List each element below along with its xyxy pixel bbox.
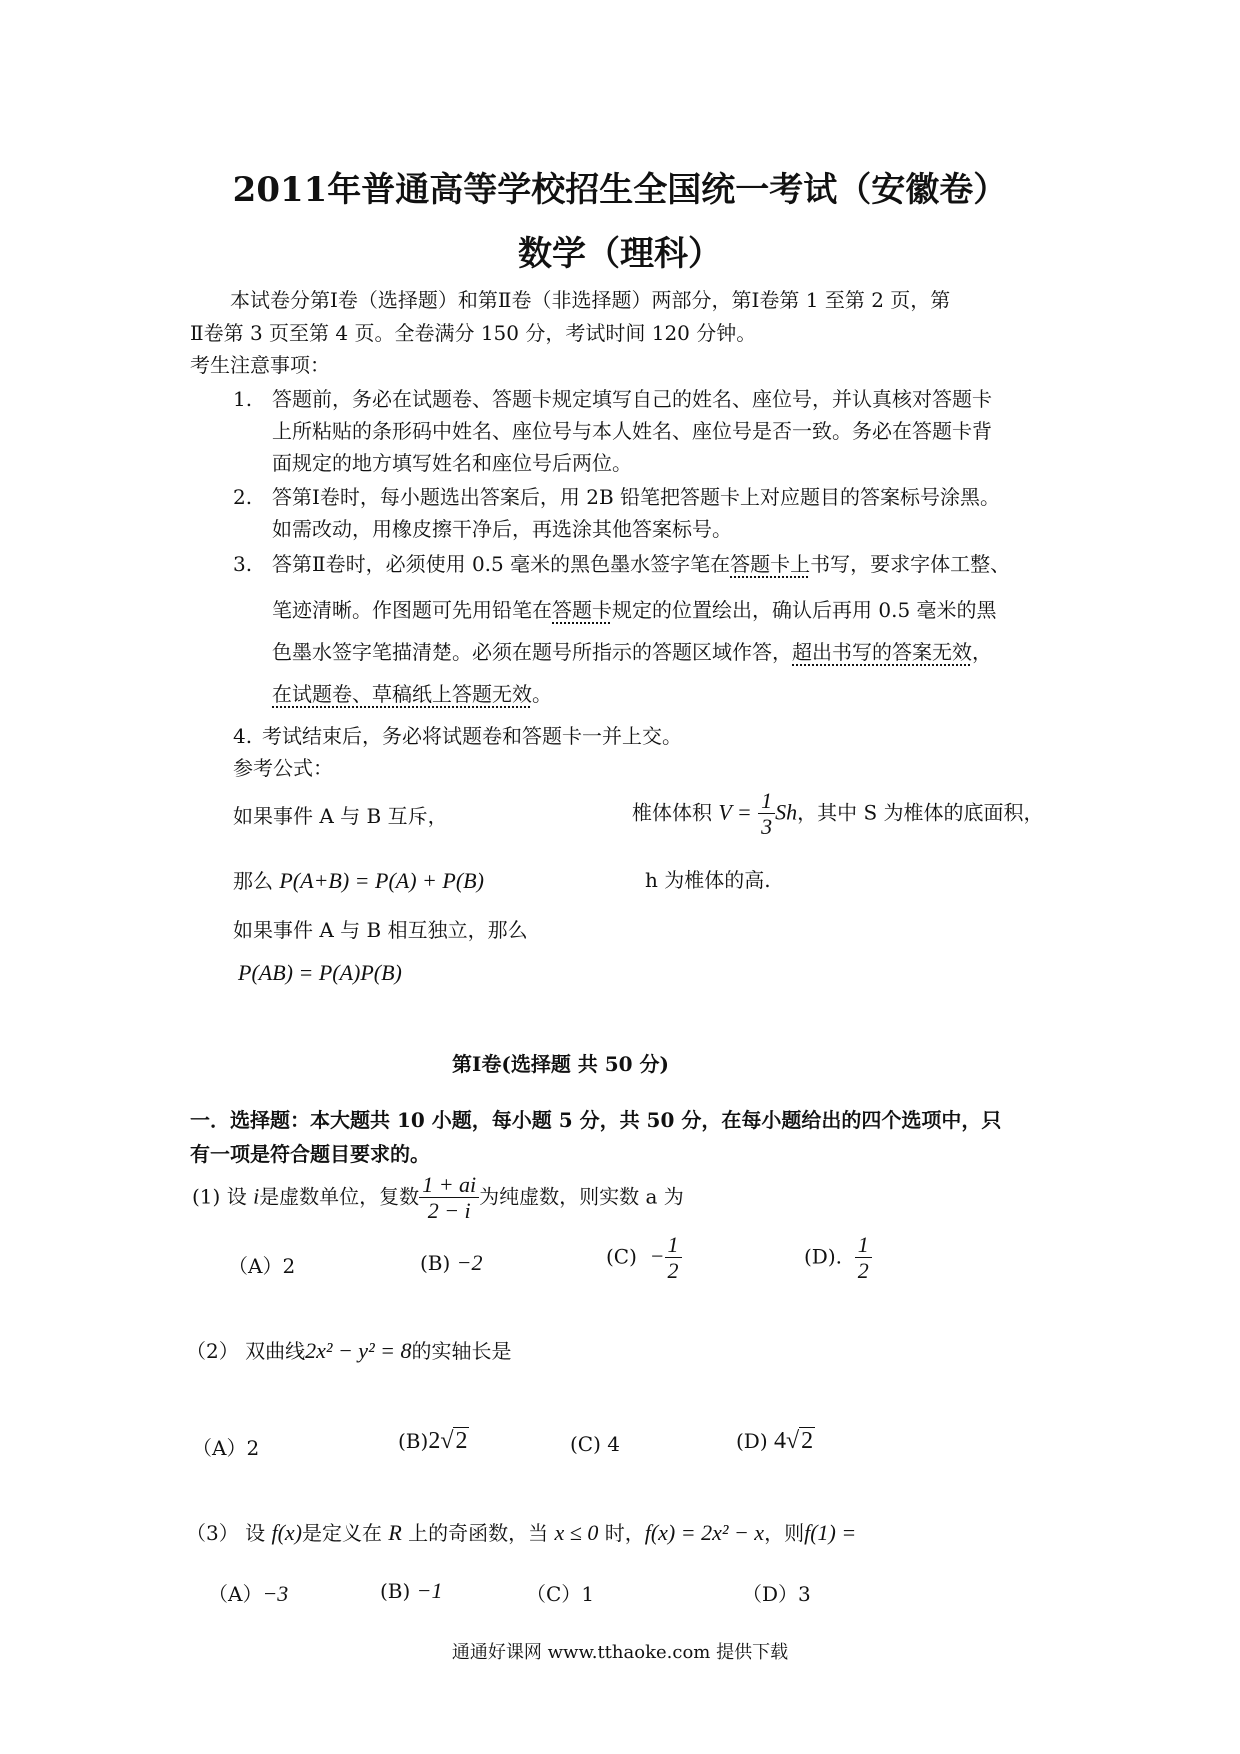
note-2-line-2: 如需改动，用橡皮擦干净后，再选涂其他答案标号。 (272, 517, 732, 541)
formula-heading: 参考公式： (233, 756, 333, 780)
q1-fraction-numerator: 1 + ai (419, 1172, 479, 1198)
formula-cone-volume (632, 788, 1044, 840)
option-value: −2 (456, 1250, 483, 1275)
question-2 (186, 1338, 512, 1364)
cone-label: 椎体体积 (632, 800, 712, 825)
option-label: (B) (420, 1251, 451, 1275)
note-3-text: 。 (532, 682, 552, 706)
intro-line-1: 本试卷分第Ⅰ卷（选择题）和第Ⅱ卷（非选择题）两部分，第Ⅰ卷第 1 至第 2 页，第 (230, 288, 951, 312)
q1-pre: 设 (226, 1184, 247, 1209)
option-value: 4 (607, 1432, 621, 1456)
q3-pre: 设 (245, 1521, 266, 1545)
note-3-emphasis: 答题卡 (552, 598, 612, 622)
note-3-text: ， (972, 640, 992, 664)
formula-mutex-formula (233, 868, 484, 894)
radical-radicand: 2 (801, 1428, 814, 1454)
option-label: (C) (570, 1432, 601, 1456)
option-label: （A） (228, 1254, 283, 1278)
option-fraction (665, 1232, 682, 1284)
q3-option-b (380, 1578, 443, 1604)
option-value: 2 (246, 1436, 260, 1460)
intro-line-2: Ⅱ卷第 3 页至第 4 页。全卷满分 150 分，考试时间 120 分钟。 (190, 321, 757, 345)
note-3-text: 答第Ⅱ卷时，必须使用 0.5 毫米的黑色墨水签字笔在 (272, 552, 731, 576)
option-label: (B) (380, 1579, 411, 1603)
note-4-line-1: 考试结束后，务必将试题卷和答题卡一并上交。 (262, 724, 682, 748)
option-fraction (855, 1232, 872, 1284)
cone-fraction-numerator: 1 (758, 788, 775, 814)
q3-expr: f(x) = 2x² − x (644, 1520, 765, 1545)
notice-heading: 考生注意事项： (190, 353, 330, 377)
fraction-numerator: 1 (665, 1232, 682, 1258)
option-label: （D） (742, 1582, 799, 1606)
q1-number: (1) (192, 1184, 221, 1209)
q1-option-d (804, 1232, 872, 1284)
cone-sh: Sh (775, 799, 798, 825)
q1-option-c (606, 1232, 682, 1284)
mutex-formula: P(A+B) = P(A) + P(B) (279, 868, 484, 893)
question-3 (186, 1520, 856, 1546)
q2-expr: 2x² − y² = 8 (305, 1338, 412, 1363)
note-3-line-3 (272, 640, 992, 664)
note-1-number: 1. (233, 387, 253, 411)
q3-mid1: 是定义在 (301, 1521, 382, 1545)
q1-post: 为纯虚数，则实数 a 为 (479, 1184, 684, 1209)
formula-indep-text: 如果事件 A 与 B 相互独立，那么 (233, 918, 528, 942)
note-1-line-1: 答题前，务必在试题卷、答题卡规定填写自己的姓名、座位号，并认真核对答题卡 (272, 387, 992, 411)
q2-option-b (398, 1428, 469, 1455)
then-text: 那么 (233, 869, 273, 893)
formula-mutex-text: 如果事件 A 与 B 互斥， (233, 804, 448, 828)
exam-title: 2011年普通高等学校招生全国统一考试（安徽卷） (232, 170, 1008, 210)
q1-fraction-denominator: 2 − i (427, 1198, 471, 1224)
note-3-number: 3. (233, 552, 253, 576)
q3-option-d (742, 1578, 811, 1607)
q1-var: i (253, 1183, 260, 1209)
note-3-emphasis: 超出书写的答案无效 (792, 640, 972, 664)
option-value: −3 (262, 1581, 289, 1606)
section-1-line-2: 有一项是符合题目要求的。 (190, 1142, 430, 1166)
option-label: （A） (192, 1436, 247, 1460)
option-radical: 4√2 (774, 1428, 814, 1454)
q2-option-d (736, 1428, 815, 1455)
option-value: 2 (282, 1254, 296, 1278)
note-3-text: 笔迹清晰。作图题可先用铅笔在 (272, 598, 552, 622)
q2-post: 的实轴长是 (411, 1339, 512, 1363)
q3-fx: f(x) (271, 1520, 302, 1545)
q3-condition: x ≤ 0 (554, 1520, 599, 1545)
formula-indep-formula: P(AB) = P(A)P(B) (238, 960, 402, 985)
note-1-line-3: 面规定的地方填写姓名和座位号后两位。 (272, 451, 632, 475)
section-1-line-1: 一．选择题：本大题共 10 小题，每小题 5 分，共 50 分，在每小题给出的四个选项中，只 (190, 1108, 1002, 1132)
fraction-numerator: 1 (855, 1232, 872, 1258)
note-3-text: 规定的位置绘出，确认后再用 0.5 毫米的黑 (612, 598, 997, 622)
q3-mid4: ，则 (764, 1521, 805, 1545)
option-value: 1 (581, 1582, 595, 1606)
q2-option-c (570, 1432, 620, 1456)
radical-coefficient: 4 (774, 1428, 786, 1454)
note-2-number: 2. (233, 485, 253, 509)
q1-option-a (228, 1250, 295, 1279)
note-3-line-4 (272, 682, 552, 706)
note-3-text: 色墨水签字笔描清楚。必须在题号所指示的答题区域作答， (272, 640, 792, 664)
option-value: 3 (798, 1582, 811, 1606)
q2-number: （2） (186, 1339, 239, 1363)
q3-mid3: 时， (604, 1521, 645, 1545)
note-1-line-2: 上所粘贴的条形码中姓名、座位号与本人姓名、座位号是否一致。务必在答题卡背 (272, 419, 992, 443)
note-3-line-1 (272, 552, 1010, 576)
q2-pre: 双曲线 (245, 1339, 306, 1363)
radical-coefficient: 2 (428, 1428, 441, 1454)
note-3-emphasis: 在试题卷、草稿纸上答题无效 (272, 682, 532, 706)
option-sign: − (649, 1243, 665, 1269)
option-label: （C） (526, 1582, 582, 1606)
note-4-number: 4. (233, 724, 253, 748)
note-3-text: 书写，要求字体工整、 (810, 552, 1011, 576)
q3-option-c (526, 1578, 594, 1607)
q3-number: （3） (186, 1521, 239, 1545)
option-label: （A） (208, 1582, 263, 1606)
cone-fraction (758, 788, 775, 840)
cone-rest: ，其中 S 为椎体的底面积， (797, 800, 1044, 825)
cone-v: V = (718, 799, 752, 825)
option-label: (D). (804, 1244, 842, 1269)
q2-option-a (192, 1432, 259, 1461)
fraction-denominator: 2 (857, 1258, 869, 1284)
fraction-denominator: 2 (667, 1258, 679, 1284)
option-radical: 2√2 (428, 1428, 468, 1454)
q3-option-a (208, 1578, 288, 1607)
q1-mid: 是虚数单位，复数 (259, 1184, 420, 1209)
option-label: (B) (398, 1429, 429, 1453)
note-2-line-1: 答第Ⅰ卷时，每小题选出答案后，用 2B 铅笔把答题卡上对应题目的答案标号涂黑。 (272, 485, 1001, 509)
part-1-heading: 第Ⅰ卷(选择题 共 50 分) (452, 1052, 670, 1076)
footer-text: 通通好课网 www.tthaoke.com 提供下载 (451, 1642, 789, 1663)
option-label: (D) (736, 1429, 768, 1453)
cone-fraction-denominator: 3 (761, 814, 773, 840)
q3-R: R (388, 1520, 402, 1545)
q3-mid2: 上的奇函数，当 (408, 1521, 549, 1545)
option-label: (C) (606, 1244, 637, 1269)
q3-ask: f(1) = (804, 1520, 857, 1545)
cone-height-text: h 为椎体的高. (645, 868, 771, 892)
note-3-emphasis: 答题卡上 (730, 552, 811, 576)
option-value: −1 (416, 1578, 443, 1603)
q1-option-b (420, 1250, 483, 1276)
note-3-line-2 (272, 598, 997, 622)
question-1 (192, 1172, 684, 1224)
exam-subtitle: 数学（理科） (518, 234, 722, 274)
radical-radicand: 2 (455, 1428, 468, 1454)
q1-fraction (419, 1172, 479, 1224)
